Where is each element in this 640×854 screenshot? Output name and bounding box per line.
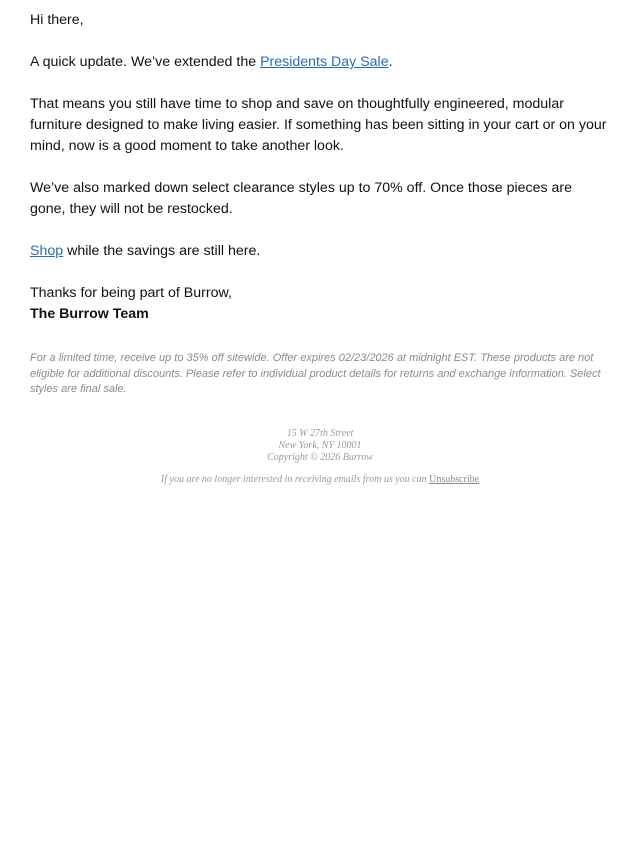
unsubscribe-text: If you are no longer interested in receiving emails from us you can	[160, 473, 430, 485]
signoff-thanks: Thanks for being part of Burrow,	[30, 285, 232, 301]
shop-link[interactable]: Shop	[30, 243, 64, 259]
paragraph-extension-end: .	[388, 54, 393, 70]
paragraph-shop-cta	[30, 241, 610, 262]
paragraph-extension-text: A quick update. We’ve extended the	[30, 54, 261, 70]
footer-copyright: Copyright © 2026 Burrow	[267, 451, 373, 463]
footer-unsubscribe-line	[30, 474, 610, 486]
greeting: Hi there,	[30, 12, 84, 28]
footer-address-line1: 15 W 27th Street	[286, 427, 354, 439]
presidents-day-sale-link[interactable]: Presidents Day Sale	[260, 54, 389, 70]
disclaimer-text: For a limited time, receive up to 35% off sitewide. Offer expires 02/23/2026 at midnight EST. These products are not eligible for additional discounts. Please refer to individual product details for returns and exchange information. Select styles are final sale.	[30, 352, 601, 395]
paragraph-shop-info: That means you still have time to shop and save on thoughtfully engineered, modular furniture designed to make living easier. If something has been sitting in your cart or on your mind, now is a good moment to take another look.	[30, 96, 607, 154]
footer-address-line2: New York, NY 10001	[278, 439, 362, 451]
signoff-team: The Burrow Team	[30, 306, 149, 322]
footer	[30, 428, 610, 486]
paragraph-shop-cta-text: while the savings are still here.	[63, 243, 261, 259]
paragraph-clearance: We’ve also marked down select clearance styles up to 70% off. Once those pieces are gone, they will not be restocked.	[30, 180, 573, 217]
unsubscribe-link[interactable]: Unsubscribe	[429, 473, 480, 485]
paragraph-extension	[30, 52, 610, 73]
